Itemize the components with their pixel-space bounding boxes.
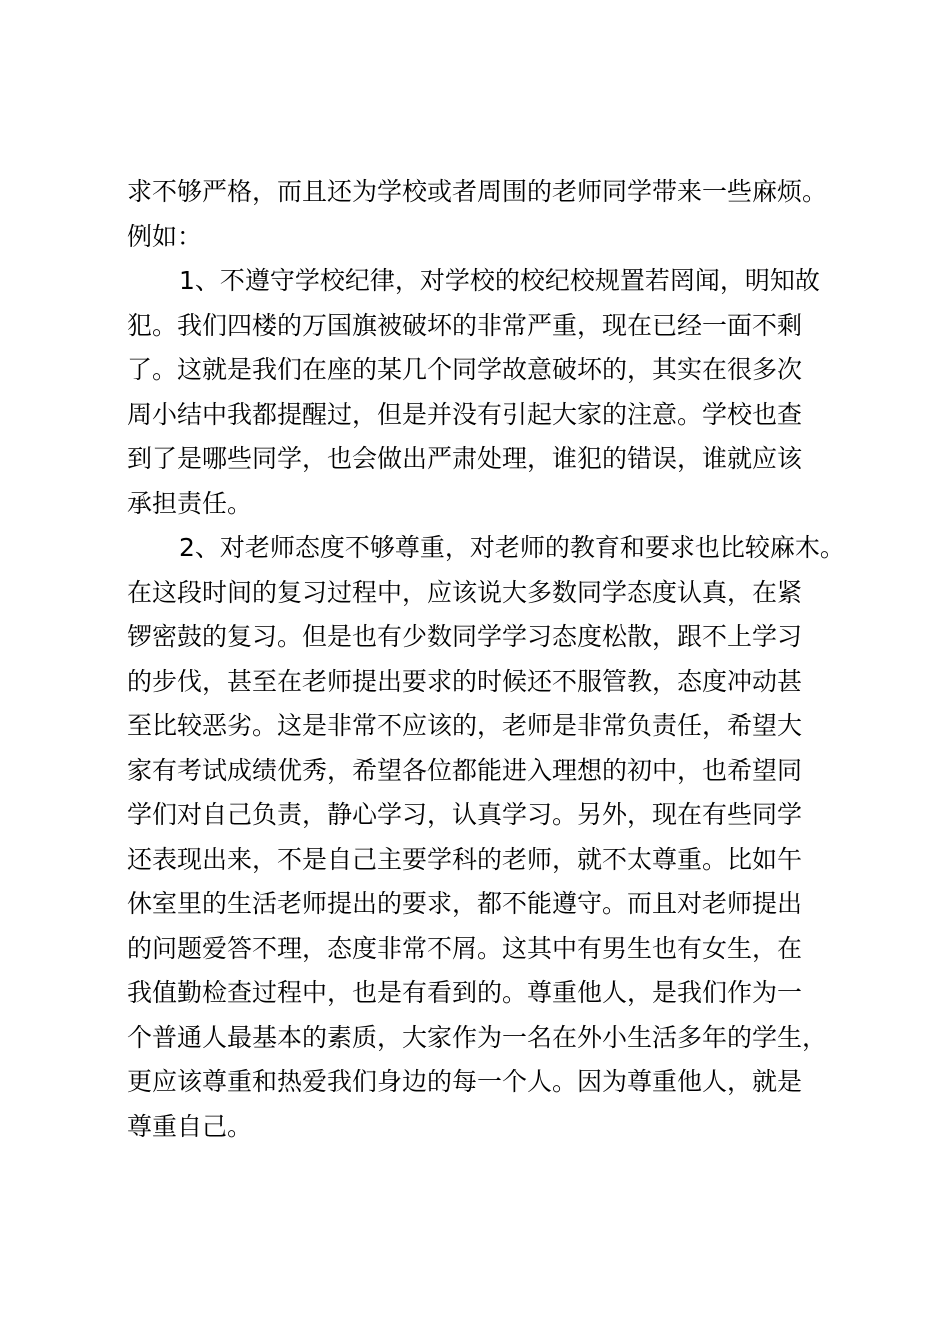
text-line: 锣密鼓的复习。但是也有少数同学学习态度松散，跟不上学习 [127,622,803,651]
text-line: 还表现出来，不是自己主要学科的老师，就不太尊重。比如午 [127,844,803,874]
text-line: 学们对自己负责，静心学习，认真学习。另外，现在有些同学 [127,800,803,829]
document-body [127,170,853,1149]
text-line: 个普通人最基本的素质，大家作为一名在外小生活多年的学生， [127,1022,828,1052]
text-line: 更应该尊重和热爱我们身边的每一个人。因为尊重他人，就是 [127,1067,803,1096]
text-line: 家有考试成绩优秀，希望各位都能进入理想的初中，也希望同 [127,755,803,785]
text-line: 尊重自己。 [127,1111,253,1141]
text-line: 承担责任。 [127,488,253,518]
text-line: 周小结中我都提醒过，但是并没有引起大家的注意。学校也查 [127,399,803,429]
text-line: 的问题爱答不理，态度非常不屑。这其中有男生也有女生，在 [127,933,803,963]
paragraph-first-line: 2、对老师态度不够尊重，对老师的教育和要求也比较麻木。 [179,533,845,562]
text-line: 的步伐，甚至在老师提出要求的时候还不服管教，态度冲动甚 [127,666,803,696]
text-line: 至比较恶劣。这是非常不应该的，老师是非常负责任，希望大 [127,711,803,740]
text-line: 休室里的生活老师提出的要求，都不能遵守。而且对老师提出 [127,889,803,918]
text-line: 犯。我们四楼的万国旗被破坏的非常严重，现在已经一面不剩 [127,310,803,340]
paragraph-first-line: 1、不遵守学校纪律，对学校的校纪校规置若罔闻，明知故 [179,266,820,295]
text-line: 在这段时间的复习过程中，应该说大多数同学态度认真，在紧 [127,577,803,607]
text-line: 了。这就是我们在座的某几个同学故意破坏的，其实在很多次 [127,355,803,384]
text-line: 到了是哪些同学，也会做出严肃处理，谁犯的错误，谁就应该 [127,444,803,473]
text-line: 求不够严格，而且还为学校或者周围的老师同学带来一些麻烦。 [127,177,828,206]
text-line: 例如： [127,221,203,251]
text-line: 我值勤检查过程中，也是有看到的。尊重他人，是我们作为一 [127,978,803,1007]
